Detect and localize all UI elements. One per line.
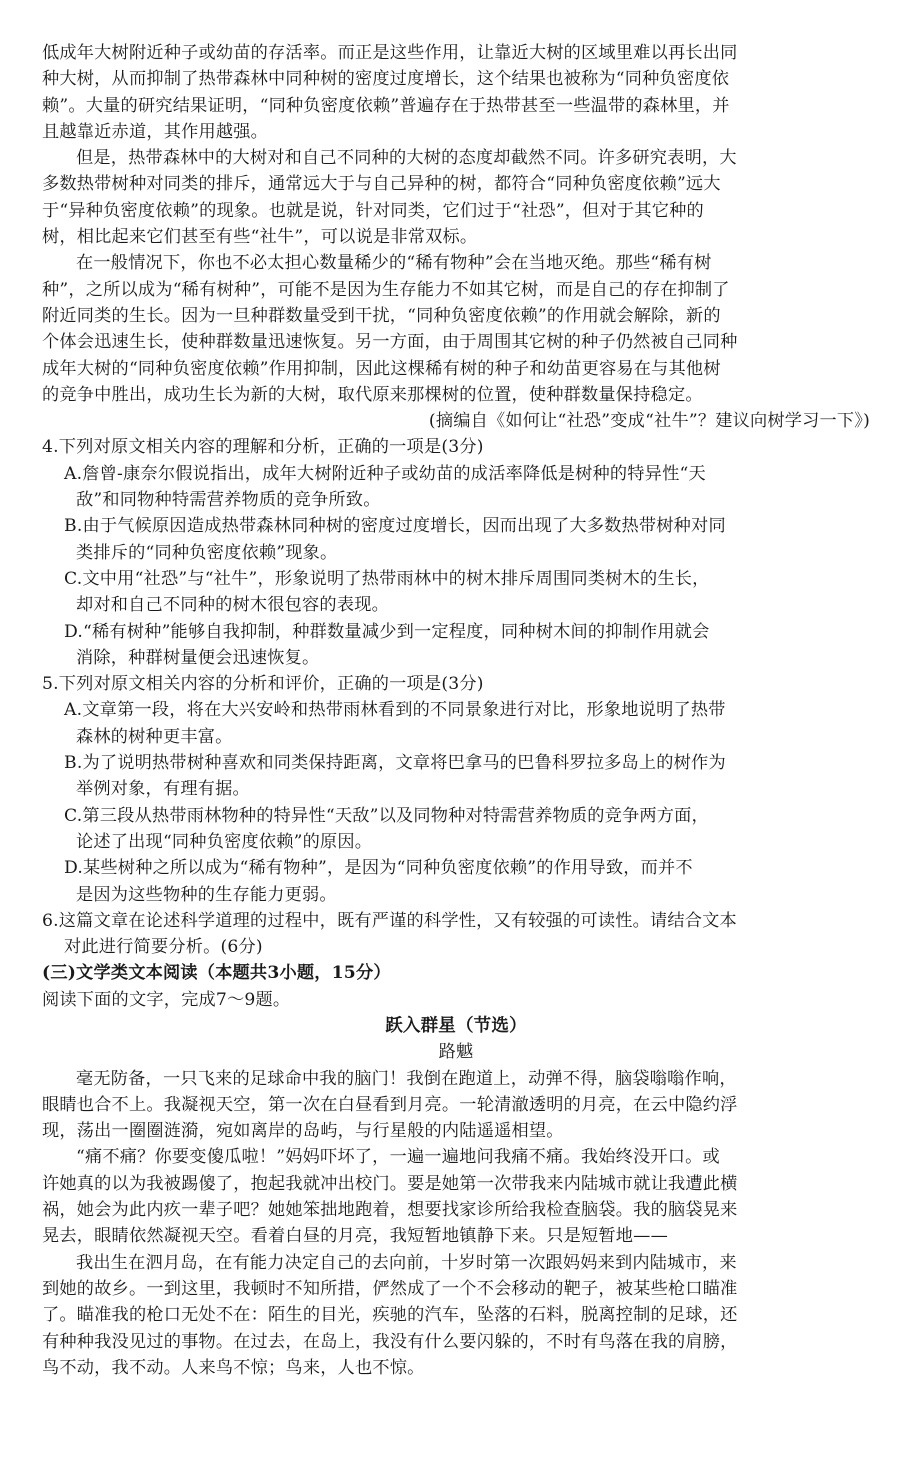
option-line: A.文章第一段，将在大兴安岭和热带雨林看到的不同景象进行对比，形象地说明了热带 [64,700,726,721]
option-line: D.“稀有树种”能够自我抑制，种群数量减少到一定程度，同种树木间的抑制作用就会 [64,621,710,642]
text-line: 成年大树的“同种负密度依赖”作用抑制，因此这棵稀有树的种子和幼苗更容易在与其他树 [42,358,721,379]
text-line: 赖”。大量的研究结果证明，“同种负密度依赖”普遍存在于热带甚至一些温带的森林里，并 [42,95,730,116]
story-paragraph-2 [42,1144,870,1249]
text-line: 了。瞄准我的枪口无处不在：陌生的目光，疾驰的汽车，坠落的石料，脱离控制的足球，还 [42,1305,738,1326]
option-a [42,697,870,750]
text-line: 许她真的以为我被踢傻了，抱起我就冲出校门。要是她第一次带我来内陆城市就让我遭此横 [42,1173,738,1194]
section-instruction: 阅读下面的文字，完成7～9题。 [42,989,291,1010]
story-title: 跃入群星（节选） [385,1015,527,1036]
text-line: 我出生在泗月岛，在有能力决定自己的去向前，十岁时第一次跟妈妈来到内陆城市，来 [76,1252,737,1273]
option-d [42,619,870,672]
option-line: C.第三段从热带雨林物种的特异性“天敌”以及同物种对特需营养物质的竞争两方面， [64,805,709,826]
question-6 [42,908,870,961]
passage-paragraph-1 [42,40,870,145]
option-line: 却对和自己不同种的树木很包容的表现。 [76,595,389,616]
text-line: 有种种我没见过的事物。在过去，在岛上，我没有什么要闪躲的，不时有鸟落在我的肩膀， [42,1331,738,1352]
text-line: “痛不痛？你要变傻瓜啦！”妈妈吓坏了，一遍一遍地问我痛不痛。我始终没开口。或 [76,1147,720,1168]
text-line: 多数热带树种对同类的排斥，通常远大于与自己异种的树，都符合“同种负密度依赖”远大 [42,174,721,195]
text-line: 且越靠近赤道，其作用越强。 [42,121,269,142]
text-line: 毫无防备，一只飞来的足球命中我的脑门！我倒在跑道上，动弹不得，脑袋嗡嗡作响， [76,1068,737,1089]
text-line: 现，荡出一圈圈涟漪，宛如离岸的岛屿，与行星般的内陆遥遥相望。 [42,1121,564,1142]
option-b [42,513,870,566]
text-line: 的竞争中胜出，成功生长为新的大树，取代原来那棵树的位置，使种群数量保持稳定。 [42,384,703,405]
option-c [42,803,870,856]
story-paragraph-3 [42,1250,870,1381]
question-stem: 4.下列对原文相关内容的理解和分析，正确的一项是(3分) [42,437,484,458]
text-line: 祸，她会为此内疚一辈子吧？她她笨拙地跑着，想要找家诊所给我检查脑袋。我的脑袋晃来 [42,1200,738,1221]
text-line: 种”，之所以成为“稀有树种”，可能不是因为生存能力不如其它树，而是自己的存在抑制了 [42,279,730,300]
option-line: B.为了说明热带树种喜欢和同类保持距离，文章将巴拿马的巴鲁科罗拉多岛上的树作为 [64,753,726,774]
text-line: 低成年大树附近种子或幼苗的存活率。而正是这些作用，让靠近大树的区域里难以再长出同 [42,43,738,63]
option-line: 敌”和同物种特需营养物质的竞争所致。 [76,490,381,511]
text-line: 在一般情况下，你也不必太担心数量稀少的“稀有物种”会在当地灭绝。那些“稀有树 [76,253,712,274]
option-line: B.由于气候原因造成热带森林同种树的密度过度增长，因而出现了大多数热带树种对同 [64,516,726,537]
question-stem-cont: 对此进行简要分析。(6分) [64,937,263,958]
text-line: 晃去，眼睛依然凝视天空。看着白昼的月亮，我短暂地镇静下来。只是短暂地—— [42,1226,668,1247]
question-stem: 5.下列对原文相关内容的分析和评价，正确的一项是(3分) [42,674,484,695]
story-author: 路魆 [438,1042,474,1063]
option-line: A.詹曾-康奈尔假说指出，成年大树附近种子或幼苗的成活率降低是树种的特异性“天 [64,463,706,484]
text-line: 附近同类的生长。因为一旦种群数量受到干扰，“同种负密度依赖”的作用就会解除，新的 [42,305,721,326]
option-line: 论述了出现“同种负密度依赖”的原因。 [76,831,373,852]
passage-paragraph-3 [42,250,870,408]
option-b [42,750,870,803]
text-line: 但是，热带森林中的大树对和自己不同种的大树的态度却截然不同。许多研究表明，大 [76,148,737,169]
text-line: 眼睛也合不上。我凝视天空，第一次在白昼看到月亮。一轮清澈透明的月亮，在云中隐约浮 [42,1094,738,1115]
option-line: C.文中用“社恐”与“社牛”，形象说明了热带雨林中的树木排斥周围同类树木的生长， [64,568,710,589]
text-line: 个体会迅速生长，使种群数量迅速恢复。另一方面，由于周围其它树的种子仍然被自己同种 [42,332,738,353]
text-line: 种大树，从而抑制了热带森林中同种树的密度过度增长，这个结果也被称为“同种负密度依 [42,69,730,90]
option-line: 消除，种群树量便会迅速恢复。 [76,647,320,668]
option-line: D.某些树种之所以成为“稀有物种”，是因为“同种负密度依赖”的作用导致，而并不 [64,858,693,879]
text-line: 树，相比起来它们甚至有些“社牛”，可以说是非常双标。 [42,227,478,248]
question-5 [42,671,870,908]
option-line: 是因为这些物种的生存能力更弱。 [76,884,337,905]
question-stem: 6.这篇文章在论述科学道理的过程中，既有严谨的科学性，又有较强的可读性。请结合文本 [42,910,737,931]
option-c [42,566,870,619]
question-4 [42,434,870,671]
section-heading: (三)文学类文本阅读（本题共3小题，15分） [42,963,391,984]
passage-paragraph-2 [42,145,870,250]
source-note: (摘编自《如何让“社恐”变成“社牛”？建议向树学习一下》) [428,411,870,432]
text-line: 于“异种负密度依赖”的现象。也就是说，针对同类，它们过于“社恐”，但对于其它种的 [42,200,704,221]
text-line: 鸟不动，我不动。人来鸟不惊；鸟来，人也不惊。 [42,1357,425,1378]
text-line: 到她的故乡。一到这里，我顿时不知所措，俨然成了一个不会移动的靶子，被某些枪口瞄准 [42,1278,738,1299]
option-d [42,855,870,908]
exam-page [42,40,870,1381]
option-line: 举例对象，有理有据。 [76,779,250,800]
option-line: 森林的树种更丰富。 [76,726,233,747]
option-a [42,461,870,514]
option-line: 类排斥的“同种负密度依赖”现象。 [76,542,338,563]
story-paragraph-1 [42,1066,870,1145]
